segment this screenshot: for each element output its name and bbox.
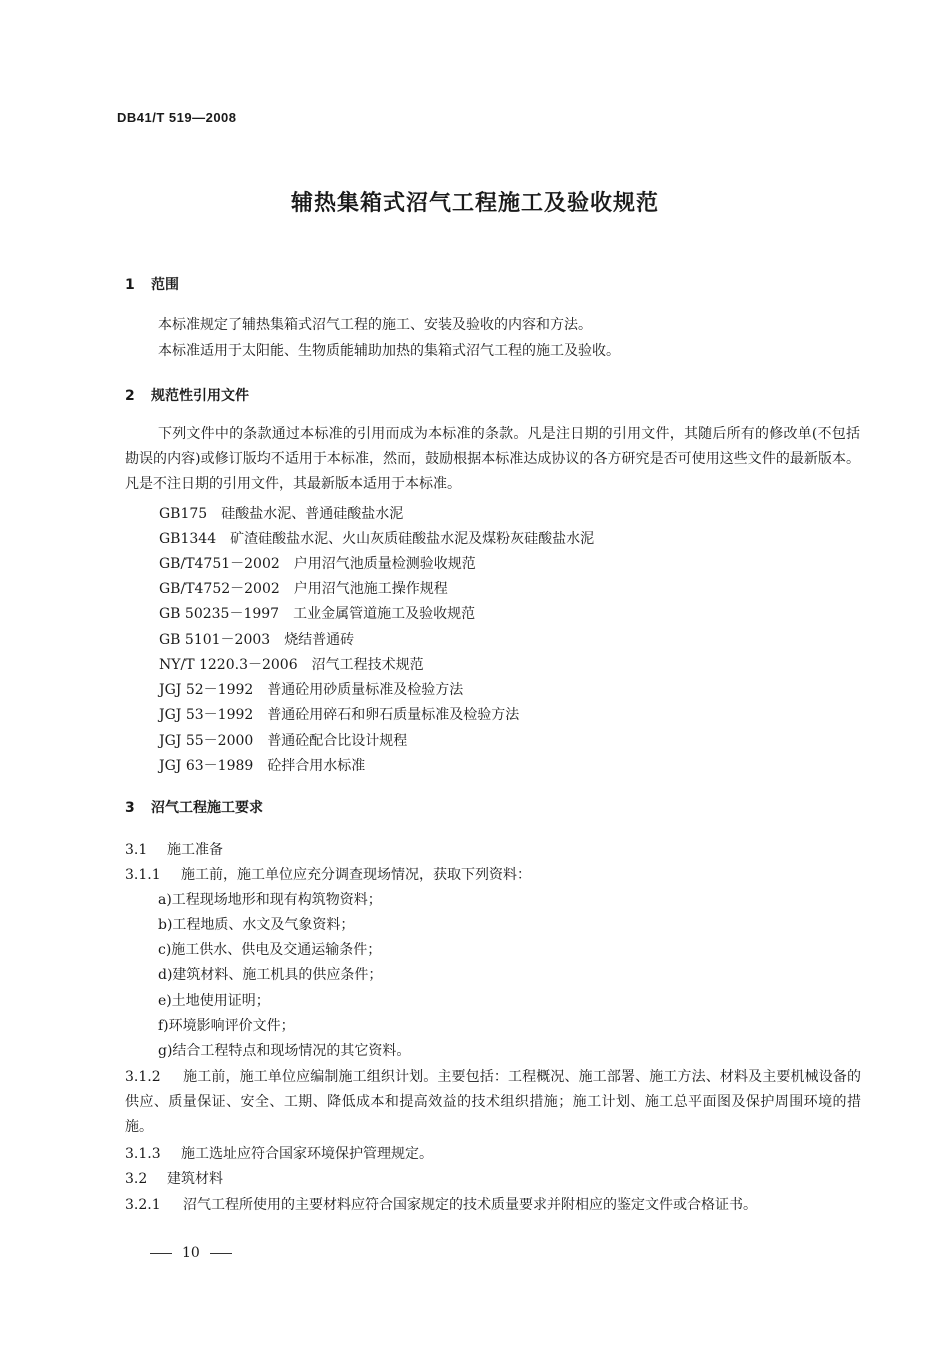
- reference-code: JGJ 63－1989: [159, 758, 254, 774]
- section-3-heading: [125, 797, 263, 817]
- subsection-3-1-heading: [125, 839, 223, 859]
- subsection-title: 建筑材料: [167, 1171, 223, 1187]
- subsection-3-2-heading: [125, 1168, 223, 1188]
- reference-code: GB 5101－2003: [159, 632, 271, 648]
- section-number: 2: [125, 388, 135, 404]
- section-number: 1: [125, 277, 135, 293]
- reference-code: GB 50235－1997: [159, 606, 280, 622]
- reference-item: [159, 755, 365, 775]
- reference-item: [159, 629, 354, 649]
- subsection-number: 3.1: [125, 842, 148, 858]
- clause-number: 3.1.1: [125, 867, 161, 883]
- reference-title: 矿渣硅酸盐水泥、火山灰质硅酸盐水泥及煤粉灰硅酸盐水泥: [230, 531, 595, 547]
- reference-code: JGJ 53－1992: [159, 707, 254, 723]
- section-2-heading: [125, 385, 249, 405]
- reference-item: [159, 503, 403, 523]
- clause-text: 施工前，施工单位应编制施工组织计划。主要包括：工程概况、施工部署、施工方法、材料及主要机械设备的供应、质量保证、安全、工期、降低成本和提高效益的技术组织措施；施工计划、施工总平面图及保护周围环境的措施。: [125, 1069, 861, 1135]
- page-number-value: 10: [182, 1245, 200, 1261]
- reference-code: GB1344: [159, 531, 217, 547]
- reference-item: [159, 679, 463, 699]
- clause-3-1-1: [125, 864, 531, 884]
- reference-item: [159, 528, 594, 548]
- reference-title: 砼拌合用水标准: [267, 758, 366, 774]
- standard-code: DB41/T 519—2008: [117, 110, 237, 125]
- list-item: f)环境影响评价文件；: [158, 1018, 295, 1034]
- clause-number: 3.1.2: [125, 1069, 161, 1085]
- clause-3-2-1: [125, 1193, 861, 1218]
- clause-3-1-2: [125, 1065, 861, 1140]
- page-title: 辅热集箱式沼气工程施工及验收规范: [290, 191, 659, 216]
- subsection-title: 施工准备: [167, 842, 223, 858]
- section-title: 范围: [151, 277, 179, 293]
- list-item: g)结合工程特点和现场情况的其它资料。: [158, 1043, 411, 1059]
- reference-title: 普通砼用砂质量标准及检验方法: [267, 682, 464, 698]
- normative-references-intro: 下列文件中的条款通过本标准的引用而成为本标准的条款。凡是注日期的引用文件，其随后所有的修改单(不包括勘误的内容)或修订版均不适用于本标准，然而，鼓励根据本标准达成协议的各方研究是否可使用这些文件的最新版本。凡是不注日期的引用文件，其最新版本适用于本标准。: [125, 426, 860, 492]
- reference-title: 户用沼气池施工操作规程: [293, 581, 448, 597]
- reference-title: 普通砼配合比设计规程: [267, 733, 408, 749]
- reference-title: 户用沼气池质量检测验收规范: [293, 556, 476, 572]
- clause-text: 施工前，施工单位应充分调查现场情况，获取下列资料：: [181, 867, 531, 883]
- reference-code: JGJ 55－2000: [159, 733, 254, 749]
- list-item: c)施工供水、供电及交通运输条件；: [158, 942, 382, 958]
- section-1-heading: [125, 274, 179, 294]
- reference-item: [159, 730, 407, 750]
- clause-text: 沼气工程所使用的主要材料应符合国家规定的技术质量要求并附相应的鉴定文件或合格证书。: [183, 1197, 757, 1213]
- clause-number: 3.2.1: [125, 1197, 161, 1213]
- reference-title: 硅酸盐水泥、普通硅酸盐水泥: [221, 506, 404, 522]
- reference-code: GB175: [159, 506, 208, 522]
- reference-title: 沼气工程技术规范: [311, 657, 424, 673]
- page-number: [140, 1245, 242, 1261]
- section-title: 规范性引用文件: [151, 388, 249, 404]
- clause-3-1-3: [125, 1143, 433, 1163]
- reference-code: GB/T4751－2002: [159, 556, 280, 572]
- reference-title: 烧结普通砖: [284, 632, 355, 648]
- scope-paragraph-2: 本标准适用于太阳能、生物质能辅助加热的集箱式沼气工程的施工及验收。: [158, 343, 620, 359]
- list-item: a)工程现场地形和现有构筑物资料；: [158, 892, 382, 908]
- reference-code: NY/T 1220.3－2006: [159, 657, 298, 673]
- list-item: b)工程地质、水文及气象资料；: [158, 917, 355, 933]
- section-title: 沼气工程施工要求: [151, 800, 263, 816]
- clause-text: 施工选址应符合国家环境保护管理规定。: [181, 1146, 433, 1162]
- reference-item: [159, 704, 519, 724]
- subsection-number: 3.2: [125, 1171, 148, 1187]
- reference-code: JGJ 52－1992: [159, 682, 254, 698]
- reference-item: [159, 603, 475, 623]
- reference-item: [159, 578, 448, 598]
- section-number: 3: [125, 800, 135, 816]
- scope-paragraph-1: 本标准规定了辅热集箱式沼气工程的施工、安装及验收的内容和方法。: [158, 317, 592, 333]
- list-item: d)建筑材料、施工机具的供应条件；: [158, 967, 383, 983]
- reference-item: [159, 654, 424, 674]
- reference-title: 工业金属管道施工及验收规范: [293, 606, 476, 622]
- page-number-dash: [210, 1253, 232, 1254]
- reference-code: GB/T4752－2002: [159, 581, 280, 597]
- clause-number: 3.1.3: [125, 1146, 161, 1162]
- list-item: e)土地使用证明；: [158, 993, 270, 1009]
- page-number-dash: [150, 1253, 172, 1254]
- reference-title: 普通砼用碎石和卵石质量标准及检验方法: [267, 707, 520, 723]
- reference-item: [159, 553, 476, 573]
